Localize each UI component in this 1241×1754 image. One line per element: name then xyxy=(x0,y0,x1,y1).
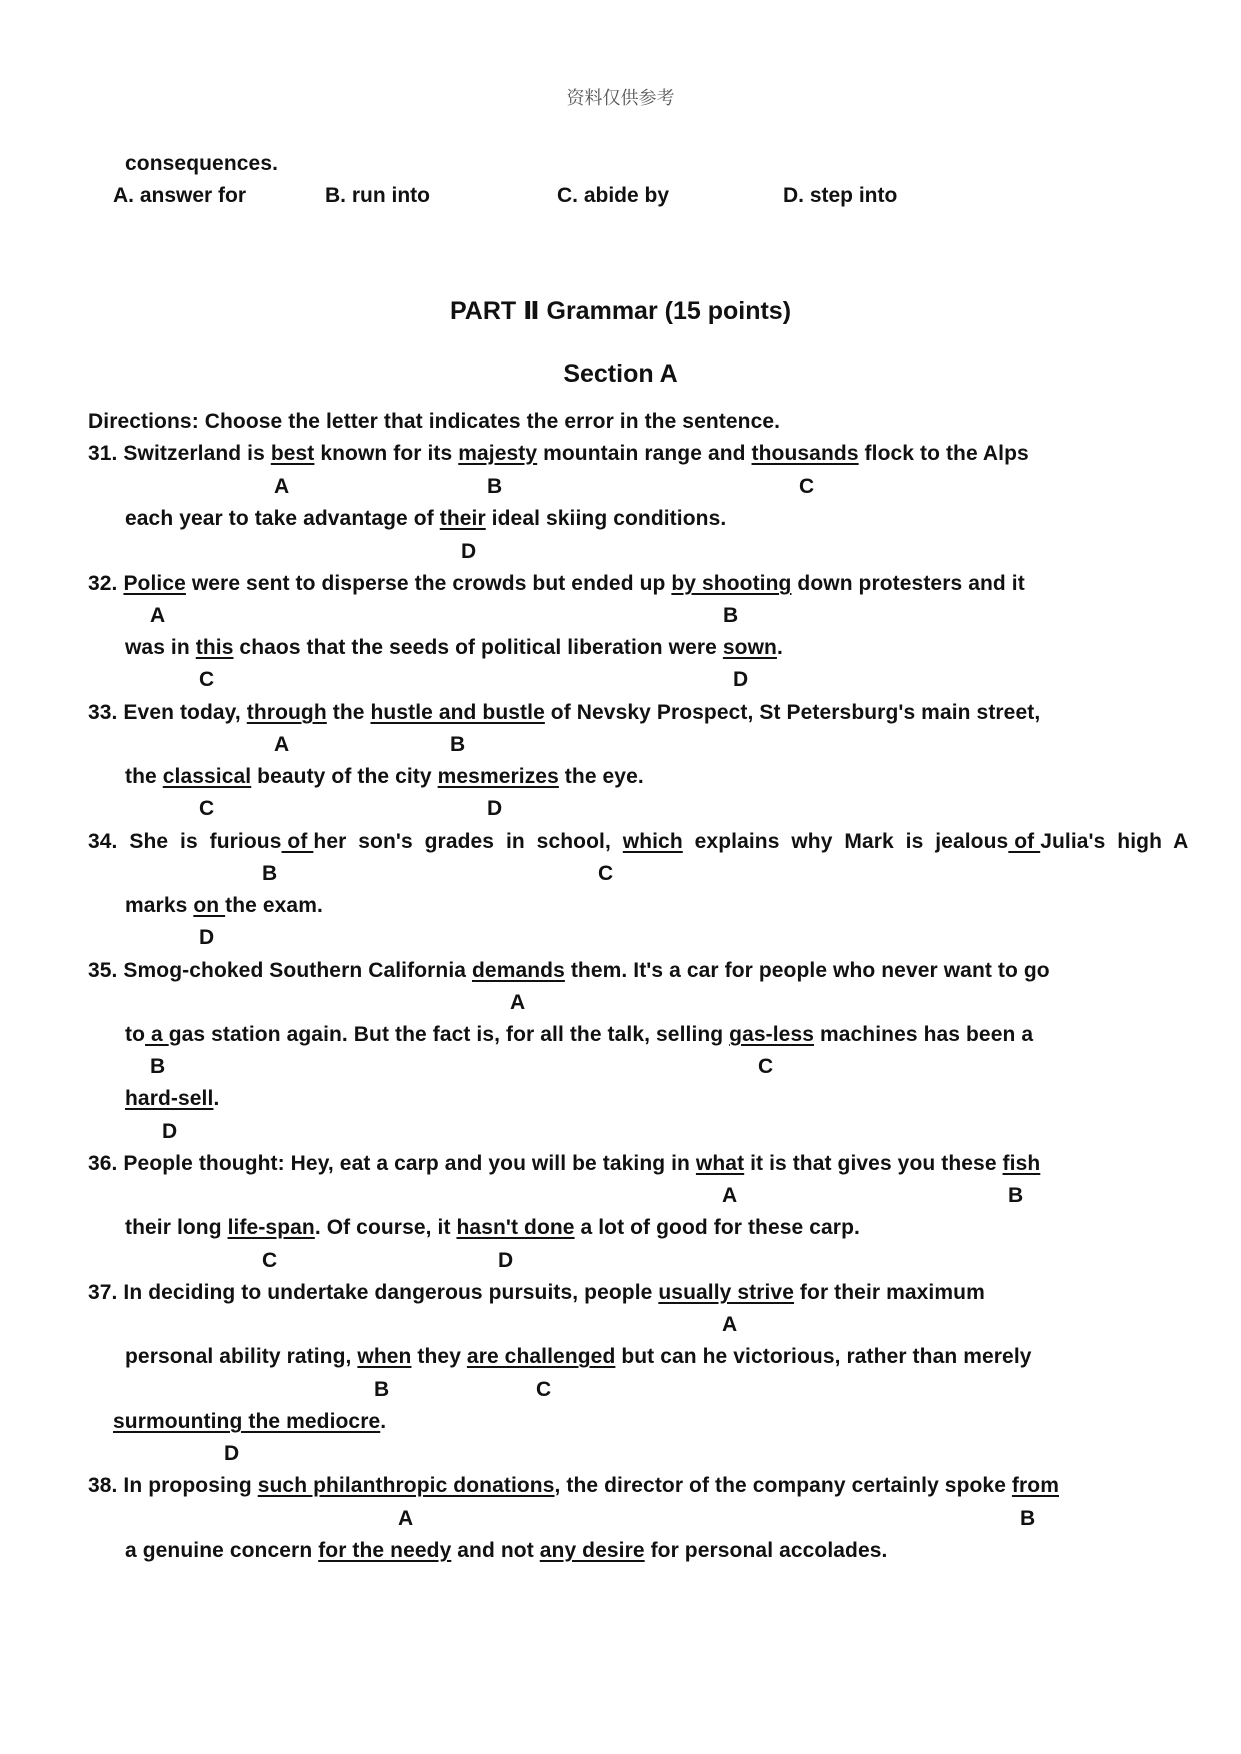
question-38-line-2: a genuine concern for the needy and not any desire for personal accolades. xyxy=(125,1539,888,1562)
q32-label-c: C xyxy=(199,668,215,691)
q36-label-c: C xyxy=(262,1249,278,1272)
q31-label-a: A xyxy=(274,475,290,498)
part-title: PART Ⅱ Grammar (15 points) xyxy=(449,297,792,325)
q34-label-c: C xyxy=(598,862,614,885)
q31-label-c: C xyxy=(799,475,815,498)
option-a: A. answer for xyxy=(113,184,247,207)
q33-label-d: D xyxy=(487,797,503,820)
q34-label-d: D xyxy=(199,926,215,949)
question-35-line-2: to a gas station again. But the fact is, for all the talk, selling gas-less machines has been a xyxy=(125,1023,1034,1046)
question-31-line-2: each year to take advantage of their ideal skiing conditions. xyxy=(125,507,727,530)
question-37-line-2: personal ability rating, when they are challenged but can he victorious, rather than merely xyxy=(125,1345,1032,1368)
q38-label-b: B xyxy=(1020,1507,1036,1530)
q35-label-a: A xyxy=(510,991,526,1014)
question-35-line-3: hard-sell. xyxy=(125,1087,220,1110)
q37-label-a: A xyxy=(722,1313,738,1336)
q37-label-d: D xyxy=(224,1442,240,1465)
q32-label-a: A xyxy=(150,604,166,627)
section-title: Section A xyxy=(563,360,678,388)
question-33-line-2: the classical beauty of the city mesmerizes the eye. xyxy=(125,765,644,788)
q34-label-b: B xyxy=(262,862,278,885)
q36-label-d: D xyxy=(498,1249,514,1272)
prev-question-tail: consequences. xyxy=(125,152,279,175)
q37-label-b: B xyxy=(374,1378,390,1401)
q33-label-b: B xyxy=(450,733,466,756)
q36-label-a: A xyxy=(722,1184,738,1207)
q31-label-d: D xyxy=(461,540,477,563)
q33-label-a: A xyxy=(274,733,290,756)
q35-label-c: C xyxy=(758,1055,774,1078)
q35-label-b: B xyxy=(150,1055,166,1078)
option-c: C. abide by xyxy=(557,184,670,207)
q36-label-b: B xyxy=(1008,1184,1024,1207)
page-header-watermark: 资料仅供参考 xyxy=(566,88,675,109)
question-36-line-1: 36. People thought: Hey, eat a carp and you will be taking in what it is that gives you these fish xyxy=(88,1152,1041,1175)
question-37-line-3: surmounting the mediocre. xyxy=(113,1410,387,1433)
question-34-line-1: 34. She is furious of her son's grades in school, which explains why Mark is jealous of Julia's high A xyxy=(88,830,1189,853)
question-32-line-1: 32. Police were sent to disperse the crowds but ended up by shooting down protesters and it xyxy=(88,572,1025,595)
q32-label-b: B xyxy=(723,604,739,627)
q37-label-c: C xyxy=(536,1378,552,1401)
q32-label-d: D xyxy=(733,668,749,691)
question-31-line-1: 31. Switzerland is best known for its majesty mountain range and thousands flock to the Alps xyxy=(88,442,1029,465)
question-37-line-1: 37. In deciding to undertake dangerous pursuits, people usually strive for their maximum xyxy=(88,1281,985,1304)
question-35-line-1: 35. Smog-choked Southern California demands them. It's a car for people who never want to go xyxy=(88,959,1050,982)
directions: Directions: Choose the letter that indicates the error in the sentence. xyxy=(88,410,781,433)
q33-label-c: C xyxy=(199,797,215,820)
question-33-line-1: 33. Even today, through the hustle and bustle of Nevsky Prospect, St Petersburg's main street, xyxy=(88,701,1041,724)
question-36-line-2: their long life-span. Of course, it hasn't done a lot of good for these carp. xyxy=(125,1216,860,1239)
q35-label-d: D xyxy=(162,1120,178,1143)
q31-label-b: B xyxy=(487,475,503,498)
option-d: D. step into xyxy=(783,184,898,207)
question-38-line-1: 38. In proposing such philanthropic donations, the director of the company certainly spoke from xyxy=(88,1474,1059,1497)
question-34-line-2: marks on the exam. xyxy=(125,894,323,917)
question-32-line-2: was in this chaos that the seeds of political liberation were sown. xyxy=(125,636,783,659)
option-b: B. run into xyxy=(325,184,430,207)
q38-label-a: A xyxy=(398,1507,414,1530)
